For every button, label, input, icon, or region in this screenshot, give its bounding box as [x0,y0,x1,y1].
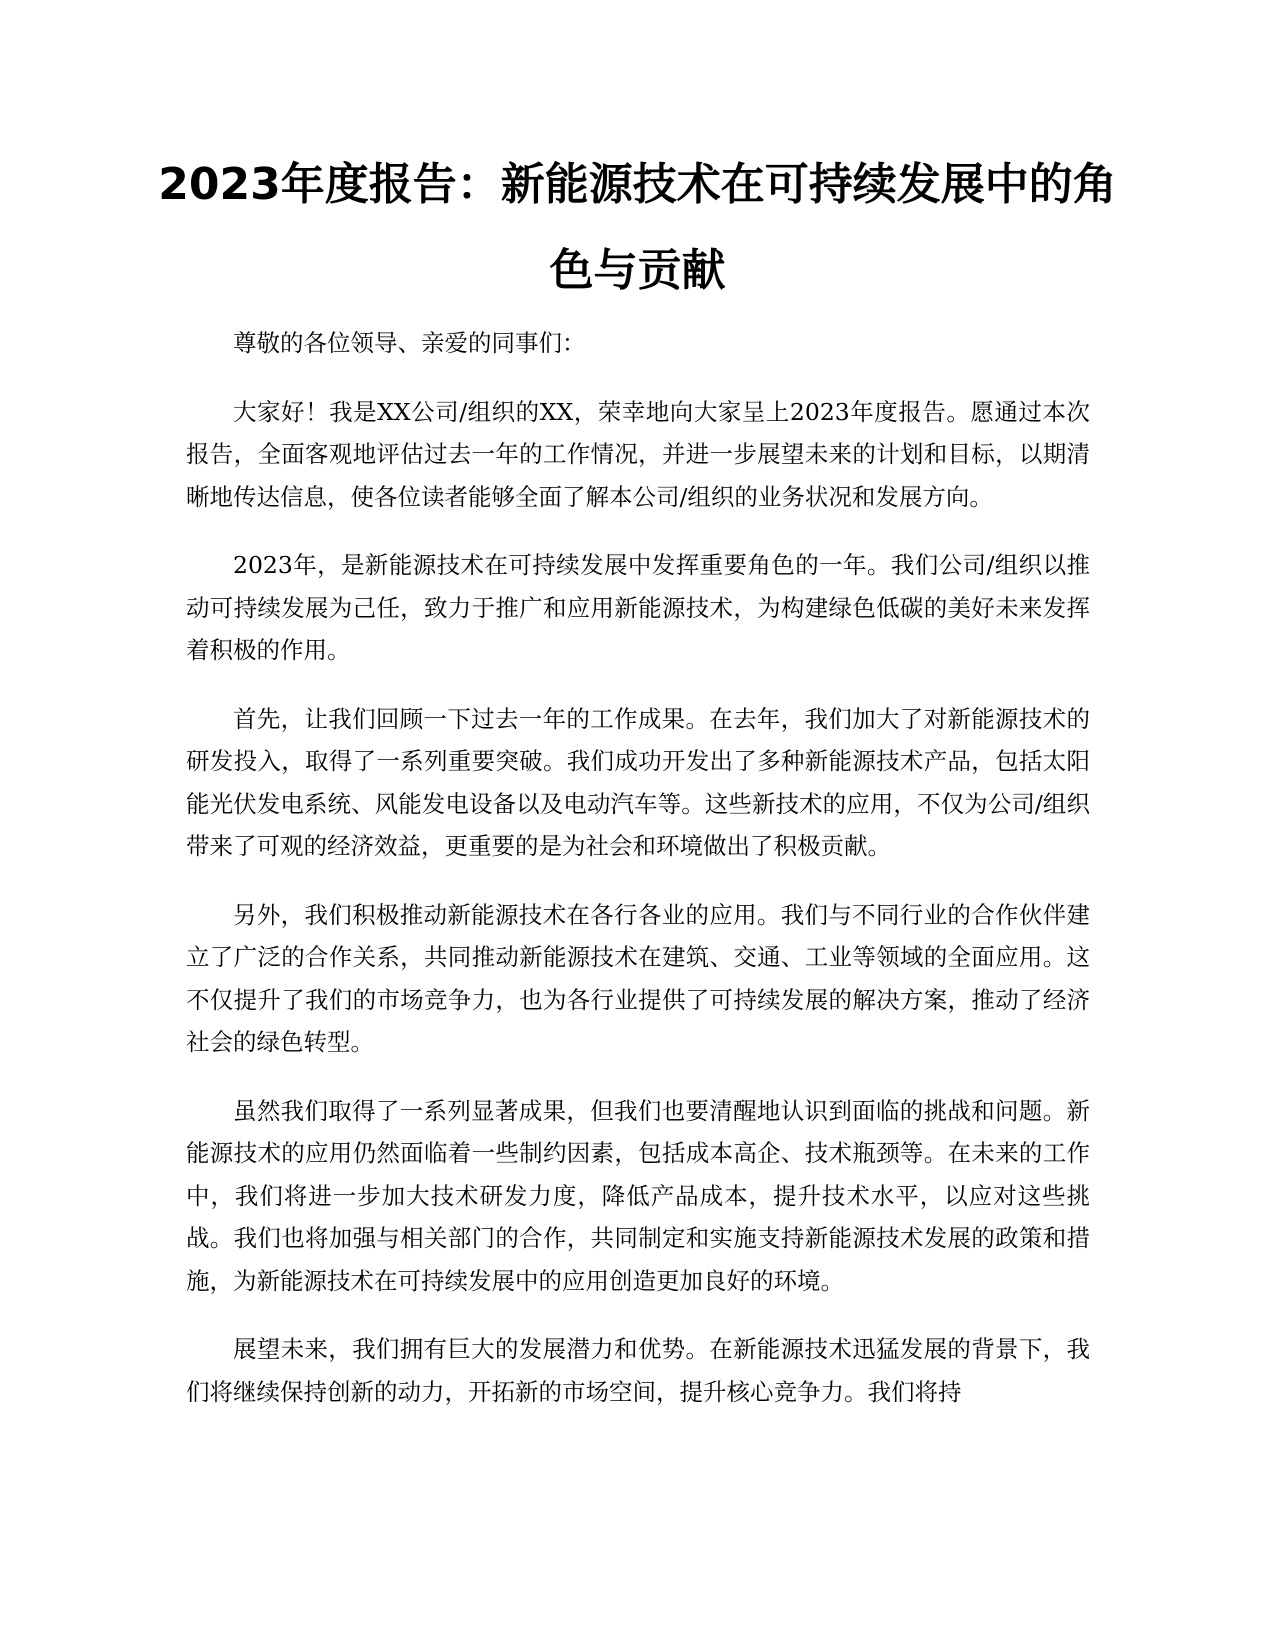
achievements-paragraph: 首先，让我们回顾一下过去一年的工作成果。在去年，我们加大了对新能源技术的研发投入，取得了一系列重要突破。我们成功开发出了多种新能源技术产品，包括太阳能光伏发电系统、风能发电设备以及电动汽车等。这些新技术的应用，不仅为公司/组织带来了可观的经济效益，更重要的是为社会和环境做出了积极贡献。 [186,704,1090,860]
industry-application-paragraph: 另外，我们积极推动新能源技术在各行各业的应用。我们与不同行业的合作伙伴建立了广泛的合作关系，共同推动新能源技术在建筑、交通、工业等领域的全面应用。这不仅提升了我们的市场竞争力，也为各行业提供了可持续发展的解决方案，推动了经济社会的绿色转型。 [186,900,1090,1056]
document-body [186,322,1090,1439]
salutation-paragraph: 尊敬的各位领导、亲爱的同事们： [233,329,586,357]
year-overview-paragraph: 2023年，是新能源技术在可持续发展中发挥重要角色的一年。我们公司/组织以推动可持续发展为己任，致力于推广和应用新能源技术，为构建绿色低碳的美好未来发挥着积极的作用。 [186,551,1090,664]
document-title: 2023年度报告：新能源技术在可持续发展中的角色与贡献 [158,159,1117,296]
challenges-paragraph: 虽然我们取得了一系列显著成果，但我们也要清醒地认识到面临的挑战和问题。新能源技术的应用仍然面临着一些制约因素，包括成本高企、技术瓶颈等。在未来的工作中，我们将进一步加大技术研发力度，降低产品成本，提升技术水平，以应对这些挑战。我们也将加强与相关部门的合作，共同制定和实施支持新能源技术发展的政策和措施，为新能源技术在可持续发展中的应用创造更加良好的环境。 [186,1096,1090,1295]
outlook-paragraph: 展望未来，我们拥有巨大的发展潜力和优势。在新能源技术迅猛发展的背景下，我们将继续保持创新的动力，开拓新的市场空间，提升核心竞争力。我们将持 [186,1335,1090,1406]
intro-paragraph: 大家好！我是XX公司/组织的XX，荣幸地向大家呈上2023年度报告。愿通过本次报告，全面客观地评估过去一年的工作情况，并进一步展望未来的计划和目标，以期清晰地传达信息，使各位读者能够全面了解本公司/组织的业务状况和发展方向。 [186,397,1090,511]
